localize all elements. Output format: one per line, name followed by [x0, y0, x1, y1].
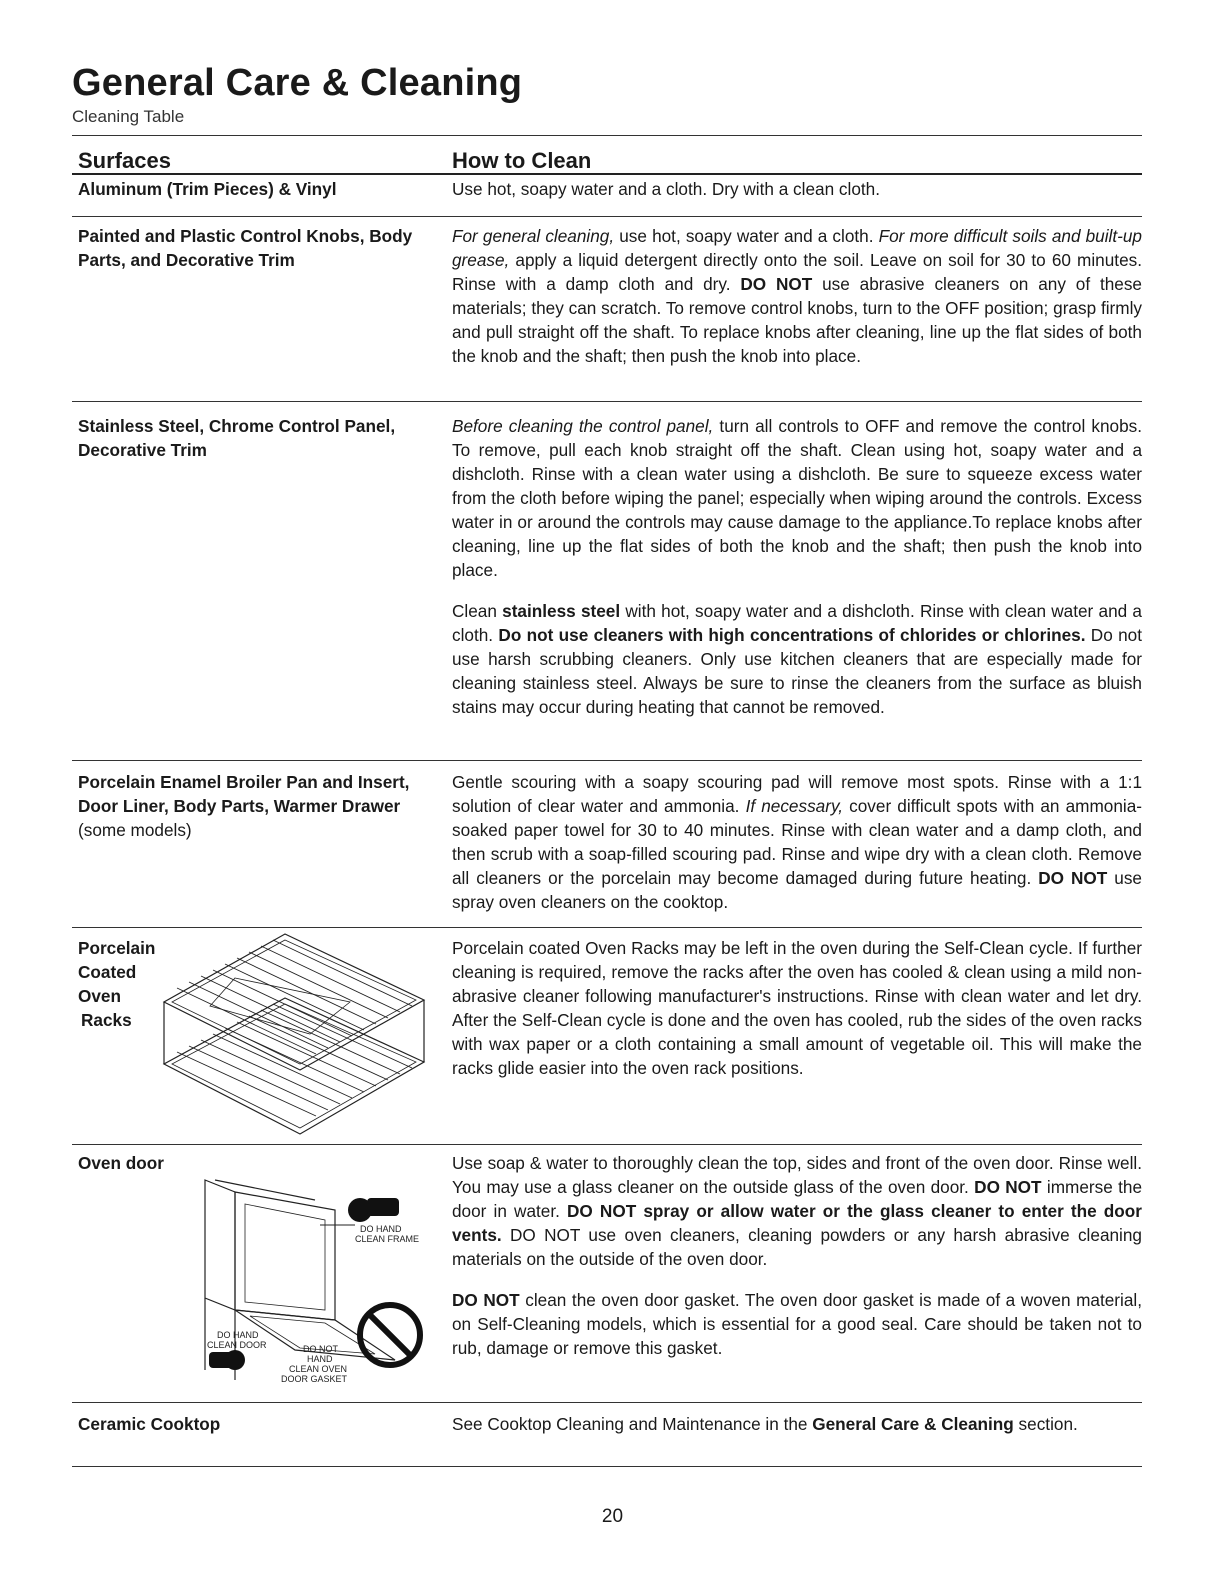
- text-run: Do not use harsh scrubbing cleaners. Only use kitchen cleaners that are especially made for cleaning stainless steel. Always be sure to rinse the cleaners from the surface as bluish stains may occur during heating that cannot be removed.: [452, 625, 1142, 717]
- how-porcelain-racks: [452, 936, 1142, 1080]
- text-run: If necessary,: [745, 796, 844, 816]
- text-run: DO NOT: [974, 1177, 1042, 1197]
- text-run: General Care & Cleaning: [812, 1414, 1014, 1434]
- row-divider: [72, 401, 1142, 402]
- table-bottom-divider: [72, 1466, 1142, 1467]
- surface-oven-door: Oven door: [78, 1153, 164, 1173]
- surface-racks-line: Coated: [78, 962, 137, 982]
- how-porcelain-enamel: [452, 770, 1142, 914]
- text-run: cover difficult spots with an ammonia-soaked paper towel for 30 to 40 minutes. Rinse with clean water and a damp cloth, and then scrub with a soap-filled scouring pad. Rinse and wipe dry with a clean cloth. Remove all cleaners or the porcelain may become damaged during future heating.: [452, 796, 1142, 888]
- text-run: For more difficult soils and built-up grease,: [452, 226, 1142, 270]
- how-to-clean-paragraph: [452, 1412, 1142, 1436]
- text-run: section.: [1013, 1414, 1078, 1434]
- how-aluminum: [452, 177, 1142, 201]
- text-run: DO NOT: [1038, 868, 1108, 888]
- text-run: DO NOT: [452, 1290, 520, 1310]
- surface-painted-plastic: Painted and Plastic Control Knobs, Body Parts, and Decorative Trim: [78, 226, 413, 270]
- text-run: Gentle scouring with a soapy scouring pad will remove most spots. Rinse with a 1:1 solution of clear water and ammonia.: [452, 772, 1142, 816]
- figure-label: CLEAN FRAME: [355, 1234, 420, 1244]
- how-column-header: How to Clean: [452, 148, 592, 173]
- row-divider: [72, 1402, 1142, 1403]
- oven-door-illustration: [195, 1170, 435, 1395]
- surface-porcelain-enamel: [78, 770, 428, 842]
- row-divider: [72, 760, 1142, 761]
- surface-stainless-steel: Stainless Steel, Chrome Control Panel, Decorative Trim: [78, 416, 396, 460]
- page-title: General Care & Cleaning: [72, 62, 523, 104]
- text-run: DO NOT spray or allow water or the glass cleaner to enter the door vents.: [452, 1201, 1142, 1245]
- how-to-clean-paragraph: [452, 177, 1142, 201]
- text-run: stainless steel: [502, 601, 621, 621]
- figure-label: DO NOT: [303, 1344, 338, 1354]
- header-divider: [72, 173, 1142, 175]
- surface-aluminum: Aluminum (Trim Pieces) & Vinyl: [78, 179, 337, 199]
- page-number: 20: [601, 1506, 624, 1527]
- text-run: Porcelain coated Oven Racks may be left in the oven during the Self-Clean cycle. If further cleaning is required, remove the racks after the oven has cooled & clean using a mild non-abrasive cleaner following manufacturer's instructions. Rinse with clean water and let dry. After the Self-Clean cycle is done and the oven has cooled, rub the sides of the oven racks with wax paper or a cloth containing a small amount of vegetable oil. This will make the racks glide easier into the oven rack positions.: [452, 938, 1142, 1078]
- text-run: use abrasive cleaners on any of these materials; they can scratch. To remove control knobs, turn to the OFF position; grasp firmly and pull straight off the shaft. To replace knobs after cleaning, line up the flat sides of both the knob and the shaft; then push the knob into place.: [452, 274, 1142, 366]
- figure-label: CLEAN DOOR: [207, 1340, 267, 1350]
- how-oven-door: [452, 1151, 1142, 1360]
- text-run: use spray oven cleaners on the cooktop.: [452, 868, 1142, 912]
- surface-porcelain-enamel-label: Porcelain Enamel Broiler Pan and Insert, Door Liner, Body Parts, Warmer Drawer: [78, 772, 410, 816]
- text-run: DO NOT use oven cleaners, cleaning powders or any harsh abrasive cleaning materials on the outside of the oven door.: [452, 1225, 1142, 1269]
- text-run: with hot, soapy water and a dishcloth. Rinse with clean water and a cloth.: [452, 601, 1142, 645]
- surface-racks-line: Racks: [81, 1010, 132, 1030]
- page-subtitle: Cleaning Table: [72, 107, 185, 126]
- how-to-clean-paragraph: [452, 414, 1142, 582]
- text-run: Clean: [452, 601, 503, 621]
- surface-ceramic-cooktop: Ceramic Cooktop: [78, 1414, 221, 1434]
- text-run: DO NOT: [740, 274, 813, 294]
- figure-label: DO HAND: [217, 1330, 259, 1340]
- text-run: For general cleaning,: [452, 226, 615, 246]
- how-to-clean-paragraph: [452, 770, 1142, 914]
- how-painted-plastic: [452, 224, 1142, 368]
- figure-label: DO HAND: [360, 1224, 402, 1234]
- title-divider: [72, 135, 1142, 136]
- figure-label: HAND: [307, 1354, 333, 1364]
- oven-racks-illustration: [160, 930, 430, 1140]
- text-run: clean the oven door gasket. The oven door gasket is made of a woven material, on Self-Cleaning models, which is essential for a good seal. Care should be taken not to rub, damage or remove this gasket.: [452, 1290, 1142, 1358]
- how-to-clean-paragraph: [452, 224, 1142, 368]
- text-run: use hot, soapy water and a cloth.: [614, 226, 879, 246]
- text-run: Use soap & water to thoroughly clean the top, sides and front of the oven door. Rinse well. You may use a glass cleaner on the outside glass of the oven door.: [452, 1153, 1142, 1197]
- how-ceramic-cooktop: [452, 1412, 1142, 1436]
- text-run: Before cleaning the control panel,: [452, 416, 714, 436]
- row-divider: [72, 216, 1142, 217]
- how-to-clean-paragraph: [452, 1288, 1142, 1360]
- how-stainless-steel: [452, 414, 1142, 719]
- row-divider: [72, 1144, 1142, 1145]
- text-run: See Cooktop Cleaning and Maintenance in the: [452, 1414, 813, 1434]
- how-to-clean-paragraph: [452, 1151, 1142, 1271]
- figure-label: CLEAN OVEN: [289, 1364, 348, 1374]
- row-divider: [72, 927, 1142, 928]
- surface-racks-line: Oven: [78, 986, 121, 1006]
- surfaces-column-header: Surfaces: [78, 148, 171, 173]
- text-run: Use hot, soapy water and a cloth. Dry with a clean cloth.: [452, 179, 880, 199]
- how-to-clean-paragraph: [452, 936, 1142, 1080]
- figure-label: DOOR GASKET: [281, 1374, 348, 1384]
- text-run: Do not use cleaners with high concentrations of chlorides or chlorines.: [498, 625, 1086, 645]
- text-run: apply a liquid detergent directly onto the soil. Leave on soil for 30 to 60 minutes. Rinse with a damp cloth and dry.: [452, 250, 1142, 294]
- surface-racks-line: Porcelain: [78, 938, 156, 958]
- surface-porcelain-enamel-note: (some models): [78, 820, 192, 840]
- text-run: turn all controls to OFF and remove the control knobs. To remove, pull each knob straight off the shaft. Clean using hot, soapy water and a dishcloth. Rinse with a clean water using a dishcloth. Be sure to squeeze excess water from the cloth before wiping the panel; especially when wiping around the controls. Excess water in or around the controls may cause damage to the appliance.To replace knobs after cleaning, line up the flat sides of both the knob and the shaft; then push the knob into place.: [452, 416, 1142, 580]
- how-to-clean-paragraph: [452, 599, 1142, 719]
- text-run: immerse the door in water.: [452, 1177, 1143, 1221]
